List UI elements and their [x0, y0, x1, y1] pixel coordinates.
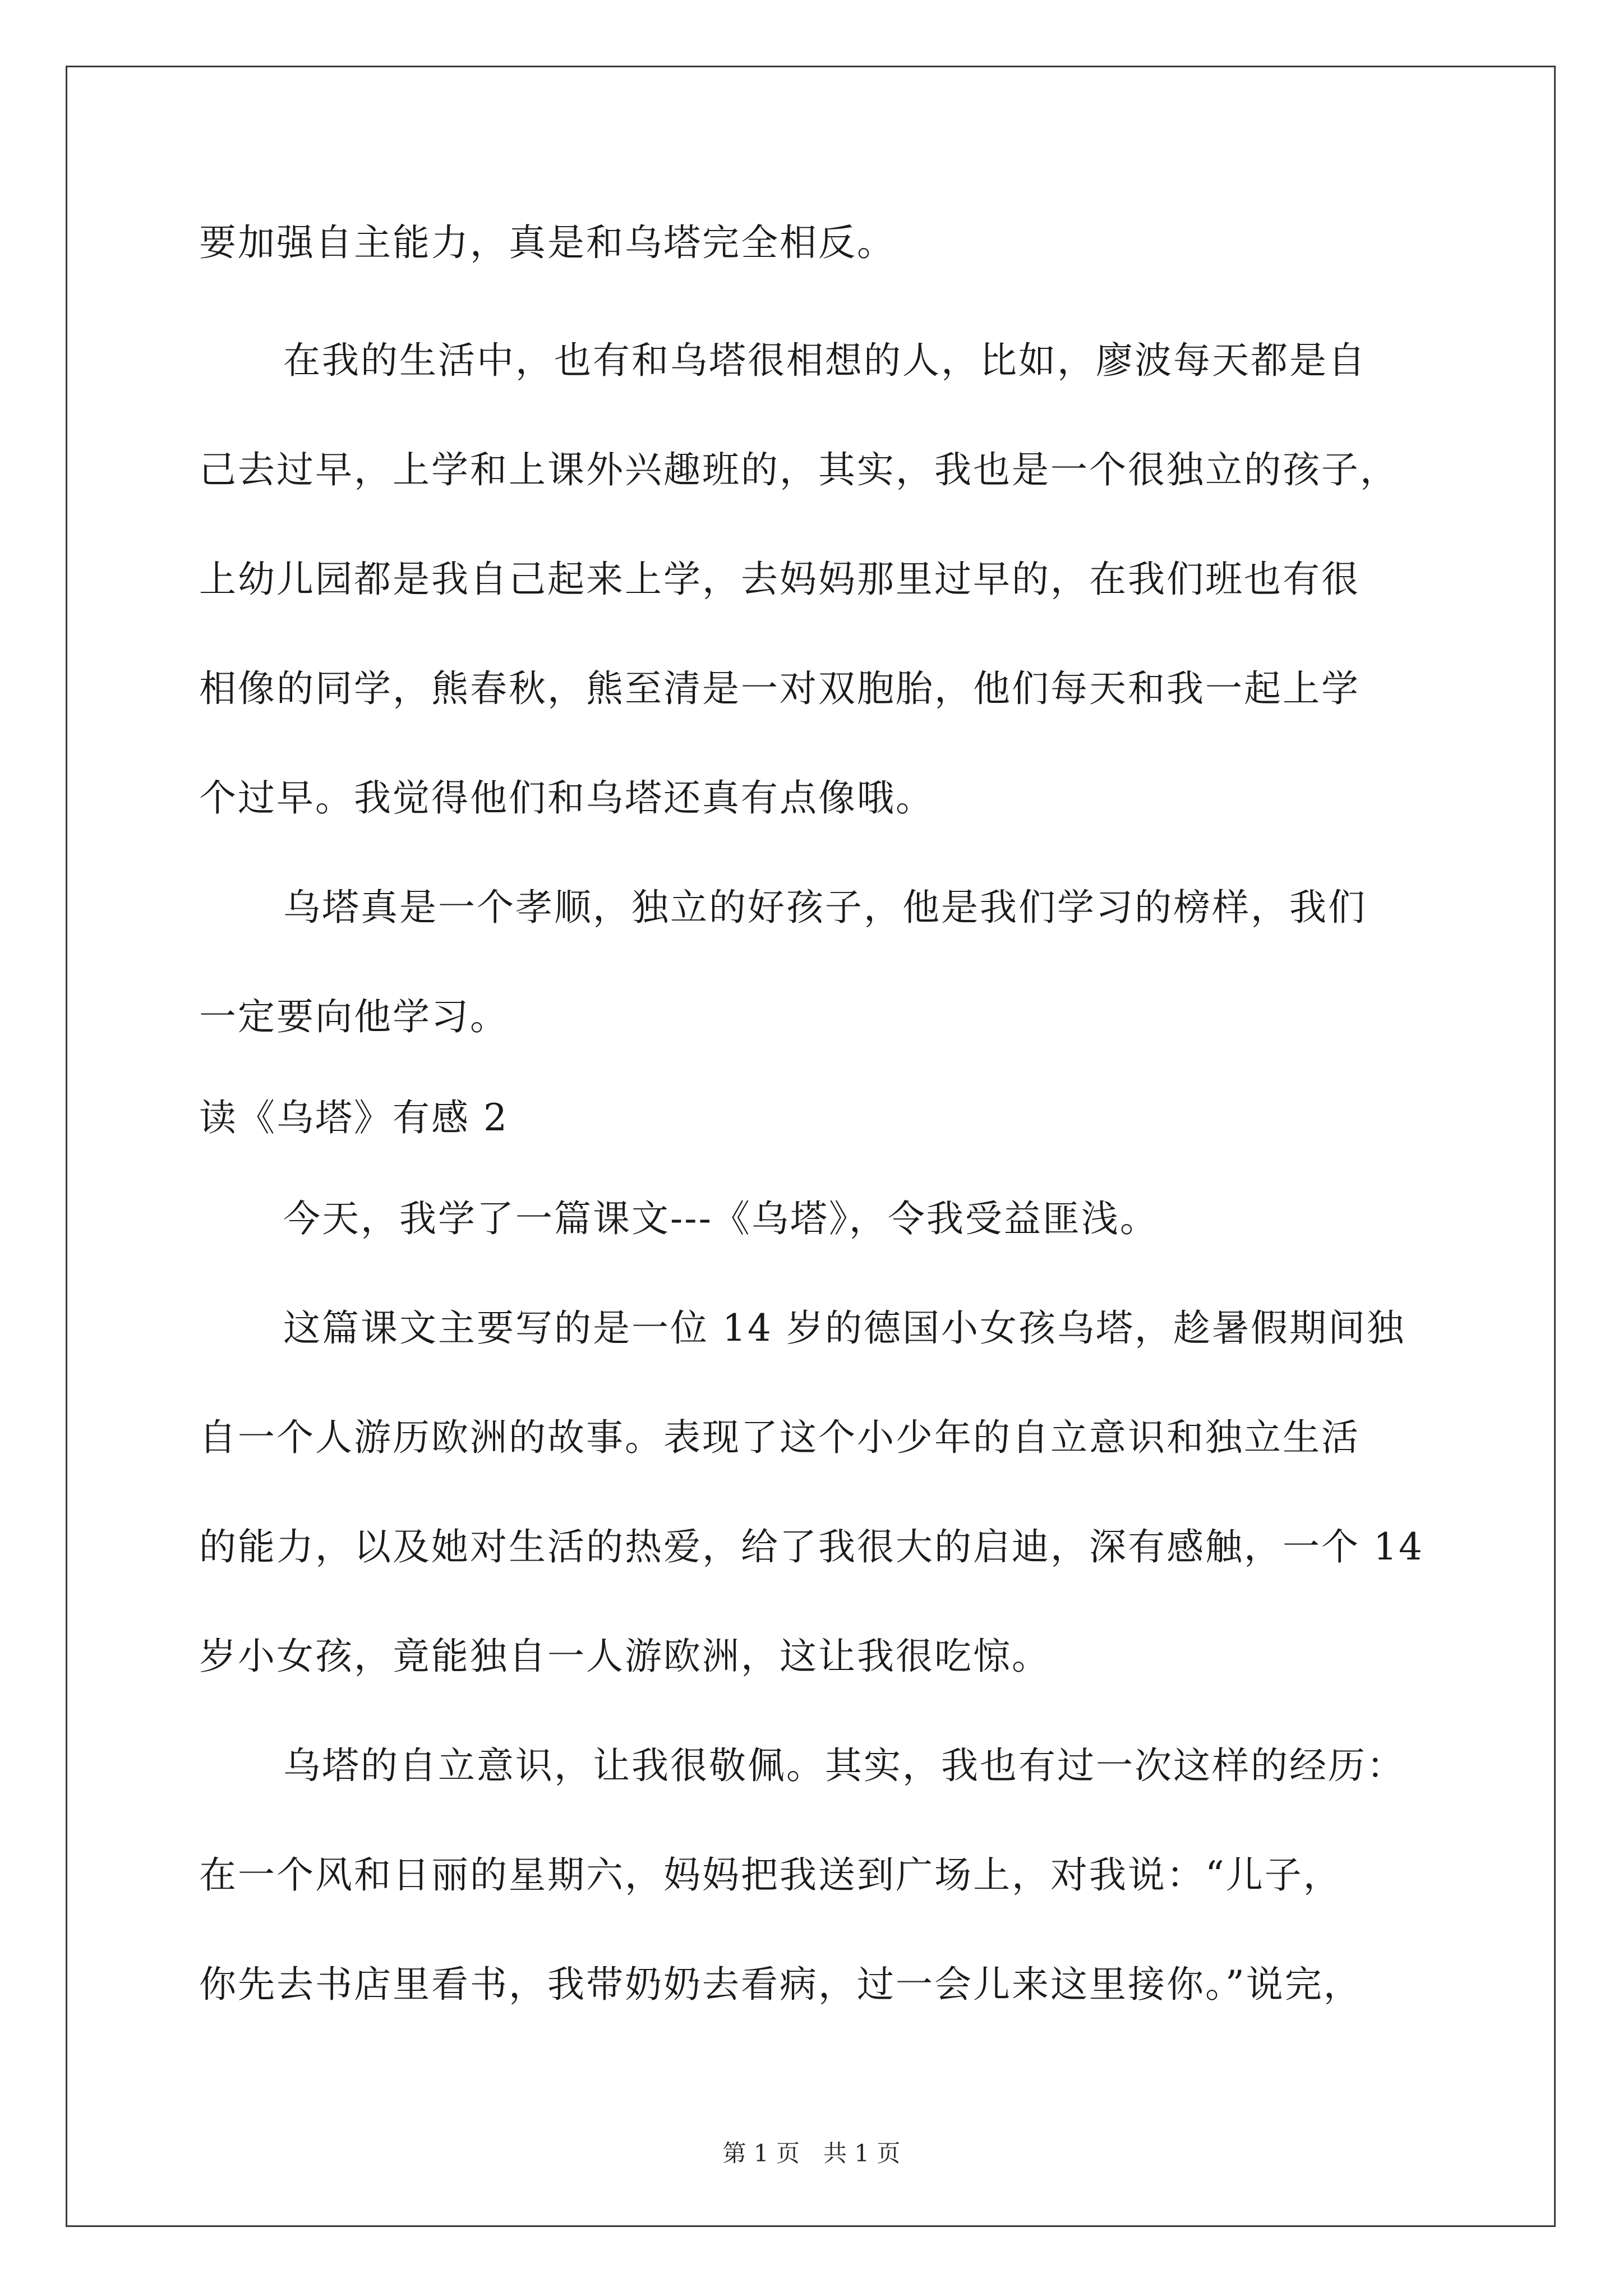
- text-line: 你先去书店里看书，我带奶奶去看病，过一会儿来这里接你。”说完，: [199, 1963, 1362, 2006]
- text-line: 自一个人游历欧洲的故事。表现了这个小少年的自立意识和独立生活: [199, 1416, 1360, 1459]
- text-line: 要加强自主能力，真是和乌塔完全相反。: [199, 221, 896, 264]
- section-heading: 读《乌塔》有感 2: [199, 1096, 509, 1139]
- text-line: 岁小女孩，竟能独自一人游欧洲，这让我很吃惊。: [199, 1635, 1050, 1678]
- text-line: 一定要向他学习。: [199, 995, 509, 1038]
- page-border: [66, 66, 1556, 2227]
- text-line: 的能力，以及她对生活的热爱，给了我很大的启迪，深有感触，一个 14: [199, 1525, 1424, 1568]
- text-line: 这篇课文主要写的是一位 14 岁的德国小女孩乌塔，趁暑假期间独: [283, 1306, 1405, 1350]
- text-line: 在一个风和日丽的星期六，妈妈把我送到广场上，对我说：“儿子，: [199, 1853, 1342, 1897]
- text-line: 个过早。我觉得他们和乌塔还真有点像哦。: [199, 776, 934, 820]
- page-number-footer: 第 1 页 共 1 页: [722, 2139, 901, 2167]
- text-line: 乌塔的自立意识，让我很敬佩。其实，我也有过一次这样的经历：: [283, 1744, 1405, 1787]
- text-line: 今天，我学了一篇课文---《乌塔》，令我受益匪浅。: [283, 1197, 1159, 1240]
- text-line: 己去过早，上学和上课外兴趣班的，其实，我也是一个很独立的孩子，: [199, 448, 1399, 491]
- text-line: 乌塔真是一个孝顺，独立的好孩子，他是我们学习的榜样，我们: [283, 886, 1367, 929]
- text-line: 相像的同学，熊春秋，熊至清是一对双胞胎，他们每天和我一起上学: [199, 667, 1360, 710]
- text-line: 上幼儿园都是我自己起来上学，去妈妈那里过早的，在我们班也有很: [199, 558, 1360, 601]
- text-line: 在我的生活中，也有和乌塔很相想的人，比如，廖波每天都是自: [283, 339, 1367, 382]
